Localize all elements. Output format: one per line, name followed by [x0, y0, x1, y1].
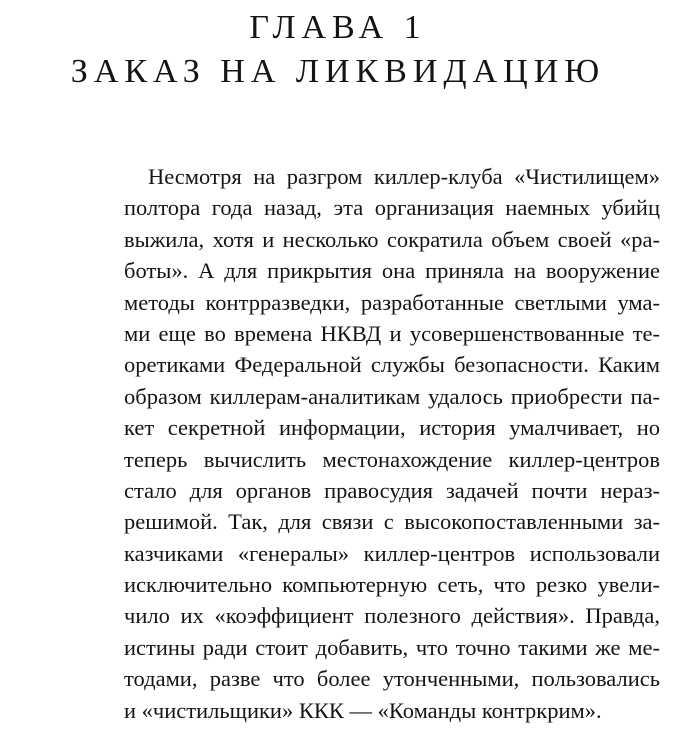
text-line: Несмотря на разгром киллер-клуба «Чистилищем» — [148, 164, 660, 189]
text-line: выжила, хотя и несколько сократила объем своей «ра- — [124, 226, 660, 252]
text-line: стало для органов правосудия задачей почти нераз- — [124, 477, 660, 503]
text-line: истины ради стоит добавить, что точно такими же ме- — [124, 634, 660, 660]
text-line: казчиками «генералы» киллер-центров использовали — [124, 540, 660, 566]
chapter-title: ЗАКАЗ НА ЛИКВИДАЦИЮ — [70, 53, 606, 90]
text-line: боты». А для прикрытия она приняла на вооружение — [124, 258, 660, 284]
text-line: кет секретной информации, история умалчивает, но — [124, 415, 660, 441]
text-line: оретиками Федеральной службы безопасности. Каким — [124, 352, 660, 378]
text-line: образом киллерам-аналитикам удалось приобрести па- — [124, 383, 660, 409]
chapter-body-paragraph — [124, 161, 660, 726]
text-line: и «чистильщики» ККК — «Команды контркрим». — [124, 697, 602, 723]
text-line: тодами, разве что более утонченными, пользовались — [124, 666, 660, 692]
text-line: полтора года назад, эта организация наемных убийц — [124, 195, 660, 221]
text-line: теперь вычислить местонахождение киллер-центров — [124, 446, 660, 472]
text-line: исключительно компьютерную сеть, что резко увели- — [124, 572, 660, 598]
text-line: ми еще во времена НКВД и усовершенствованные те- — [124, 320, 660, 346]
chapter-number: ГЛАВА 1 — [249, 9, 427, 46]
text-line: чило их «коэффициент полезного действия». Правда, — [124, 603, 660, 629]
text-line: методы контрразведки, разработанные светлыми ума- — [124, 289, 660, 315]
text-line: решимой. Так, для связи с высокопоставленными за- — [124, 509, 660, 535]
